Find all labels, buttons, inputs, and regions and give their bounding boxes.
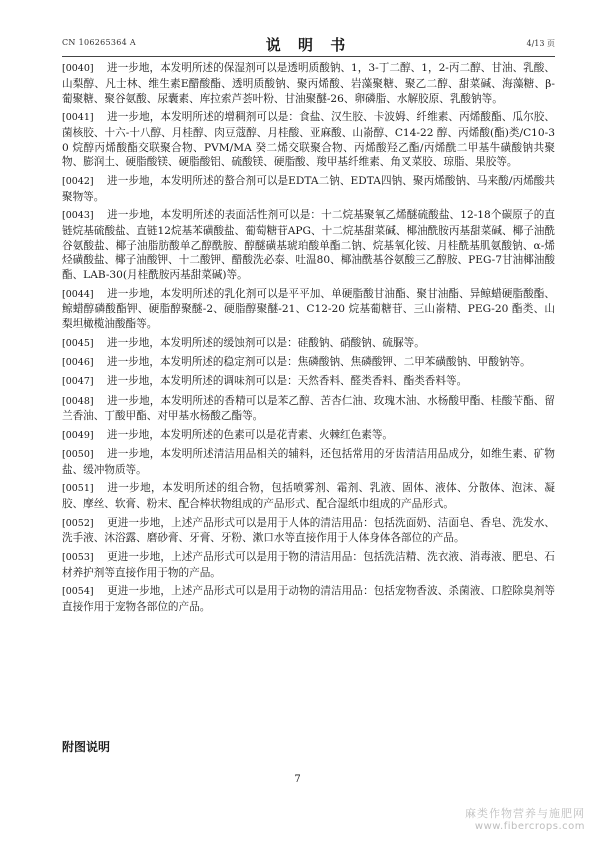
watermark [465,805,585,832]
section-title: 附图说明 [62,740,111,754]
paragraph-number: [0047] [62,376,94,388]
paragraph-text: 更进一步地，上述产品形式可以是用于动物的清洁用品：包括宠物香波、杀菌液、口腔除臭剂等直接作用于宠物各部位的产品。 [62,585,555,613]
paragraph-text: 进一步地，本发明所述的缓蚀剂可以是：硅酸钠、硝酸钠、硫脲等。 [107,336,425,349]
paragraph-number: [0045] [62,337,94,349]
paragraph-number: [0043] [62,209,94,221]
paragraph-number: [0054] [62,586,94,598]
page-header [62,34,555,52]
paragraph-text: 进一步地，本发明所述的增稠剂可以是：食盐、汉生胶、卡波姆、纤维素、丙烯酸酯、瓜尔胶、菌核胶、十六-十八醇、月桂醇、肉豆蔻醇、月桂酸、亚麻酸、山嵛醇、C14-22 醇、丙烯酸(酯)类/C10-30 烷醇丙烯酸酯交联聚合物、PVM/MA 癸二烯交联聚合物、丙烯酸羟乙酯/丙烯酰二甲基牛磺酸钠共聚物、膨润土、硬脂酸镁、硬脂酸铝、硫酸镁、硬脂酸、羧甲基纤维素、角叉菜胶、琼脂、果胶等。 [62,110,555,169]
paragraph [62,550,555,581]
paragraph-text: 进一步地，本发明所述的调味剂可以是：天然香料、醛类香料、酯类香料等。 [107,375,468,388]
paragraph-number: [0052] [62,517,94,529]
description-body [62,61,555,618]
page-info: 4/13 页 [526,39,555,48]
paragraph [62,287,555,332]
paragraph-number: [0053] [62,551,94,563]
paragraph-number: [0051] [62,483,94,495]
paragraph [62,516,555,547]
watermark-text: 麻类作物营养与施肥网 [465,807,585,820]
watermark-url: www.fibercrops.com [474,821,585,832]
paragraph-number: [0042] [62,175,94,187]
document-title: 说 明 书 [265,36,352,54]
paragraph [62,374,555,390]
paragraph-text: 进一步地，本发明所述的螯合剂可以是EDTA二钠、EDTA四钠、聚丙烯酸钠、马来酸/丙烯酸共聚物等。 [62,174,555,203]
paragraph [62,110,555,170]
paragraph [62,447,555,478]
paragraph-number: [0040] [62,63,94,74]
paragraph-text: 进一步地，本发明所述的组合物，包括喷雾剂、霜剂、乳液、固体、液体、分散体、泡沫、凝胶、摩丝、软膏、粉末、配合棒状物组成的产品形式、配合湿纸巾组成的产品形式。 [62,482,555,511]
paragraph-number: [0050] [62,449,94,461]
paragraph [62,336,555,352]
paragraph-text: 更进一步地，上述产品形式可以是用于人体的清洁用品：包括洗面奶、洁面皂、香皂、洗发水、洗手液、沐浴露、磨砂膏、牙膏、牙粉、漱口水等直接作用于人体身体各部位的产品。 [62,516,555,545]
page-number: 7 [294,774,301,785]
header-divider [62,56,555,57]
paragraph-text: 进一步地，本发明所述的表面活性剂可以是：十二烷基聚氧乙烯醚硫酸盐、12-18个碳原子的直链烷基硫酸盐、直链12烷基苯磺酸盐、葡萄糖苷APG、十二烷基甜菜碱、椰油酰胺丙基甜菜碱、椰子油酰谷氨酸盐、椰子油脂肪酸单乙醇酰胺、醇醚磺基琥珀酸单酯二钠、烷基氧化铵、月桂酰基肌氨酸钠、α-烯烃磺酸盐、椰子油酸钾、十二酸钾、醋酸洗必泰、吐温80、椰油酰基谷氨酸三乙醇胺、PEG-7甘油椰油酸酯、LAB-30(月桂酰胺丙基甜菜碱)等。 [62,208,555,282]
paragraph-number: [0046] [62,356,94,368]
paragraph [62,584,555,615]
paragraph-text: 进一步地，本发明所述的保湿剂可以是透明质酸钠、1，3-丁二醇、1，2-丙二醇、甘油、乳酸、山梨醇、凡士林、维生素E醋酸酯、透明质酸钠、聚丙烯酸、岩藻聚糖、聚乙二醇、甜菜碱、海藻糖、β-葡聚糖、聚谷氨酸、尿囊素、库拉索芦荟叶粉、甘油聚醚-26、卵磷脂、水解胶原、乳酸钠等。 [62,62,555,105]
paragraph [62,61,555,106]
paragraph-text: 进一步地，本发明所述清洁用品相关的辅料，还包括常用的牙齿清洁用品成分，如维生素、矿物盐、缓冲物质等。 [62,448,555,477]
paragraph-number: [0049] [62,429,94,441]
paragraph-number: [0048] [62,395,94,407]
paragraph-text: 进一步地，本发明所述的稳定剂可以是：焦磷酸钠、焦磷酸钾、二甲苯磺酸钠、甲酸钠等。 [107,355,531,368]
paragraph-number: [0041] [62,111,94,123]
paragraph-number: [0044] [62,288,94,300]
patent-number: CN 106265364 A [62,38,136,47]
paragraph [62,394,555,425]
paragraph [62,174,555,205]
paragraph [62,355,555,371]
paragraph-text: 进一步地，本发明所述的色素可以是花青素、火棘红色素等。 [107,428,394,441]
paragraph-text: 进一步地，本发明所述的香精可以是苯乙醇、苦杏仁油、玫瑰木油、水杨酸甲酯、桂酸苄酯、留兰香油、丁酸甲酯、对甲基水杨酸乙酯等。 [62,394,555,423]
paragraph-text: 进一步地，本发明所述的乳化剂可以是平平加、单硬脂酸甘油酯、聚甘油酯、异鲸蜡硬脂酸酯、鲸蜡醇磷酸酯钾、硬脂醇聚醚-2、硬脂醇聚醚-21、C12-20 烷基葡糖苷、三山嵛精、PEG-20 酯类、山梨坦橄榄油酸酯等。 [62,287,555,331]
paragraph-text: 更进一步地，上述产品形式可以是用于物的清洁用品：包括洗洁精、洗衣液、消毒液、肥皂、石材养护剂等直接作用于物的产品。 [62,550,555,579]
paragraph [62,208,555,283]
paragraph [62,481,555,512]
paragraph [62,428,555,444]
